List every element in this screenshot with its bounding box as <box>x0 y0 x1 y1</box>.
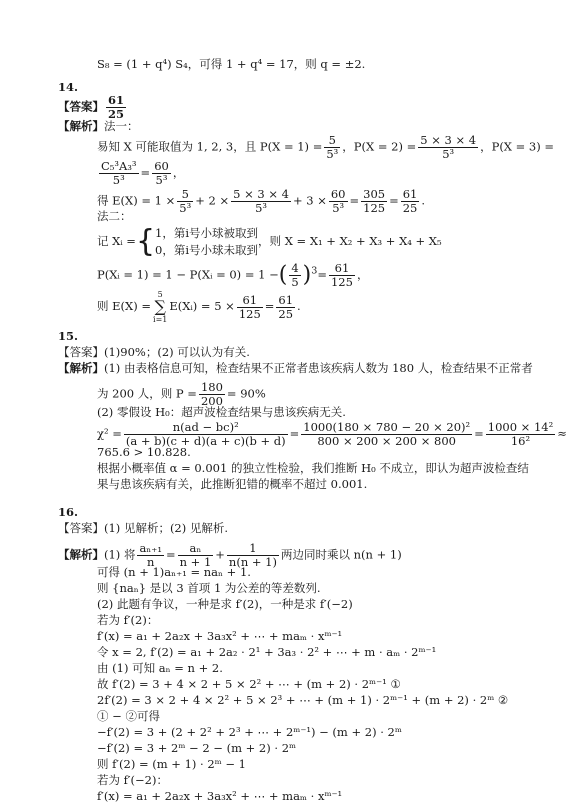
text-line: 令 x = 2, f′(2) = a₁ + 2a₂ · 2¹ + 3a₃ · 2² + ⋯ + m · aₘ · 2ᵐ⁻¹ <box>97 645 437 659</box>
text-line: 2f′(2) = 3 × 2 + 4 × 2² + 5 × 2³ + ⋯ + (m + 1) · 2ᵐ⁻¹ + (m + 2) · 2ᵐ ② <box>97 693 509 707</box>
text-line: P(Xᵢ = 1) = 1 − P(Xᵢ = 0) = 1 −( $\frac{4}{5}$ )$^3$= $\frac{61}{125}$ ， <box>97 261 369 289</box>
question-number-16: 16. <box>58 505 79 519</box>
text-line: 若为 f′(−2)： <box>97 773 168 787</box>
text-line: 可得 (n + 1)aₙ₊₁ = naₙ + 1. <box>97 565 251 579</box>
text-line: f′(x) = a₁ + 2a₂x + 3a₃x² + ⋯ + maₘ · xᵐ⁻¹ <box>97 629 343 643</box>
text-line: 记 Xᵢ ={1，第i号小球被取到 0，第i号小球未取到，则 X = X₁ + X₂ + X₃ + X₄ + X₅ <box>97 224 442 259</box>
method-label: 法一： <box>104 119 139 133</box>
text-line: −f′(2) = 3 + 2ᵐ − 2 − (m + 2) · 2ᵐ <box>97 741 297 755</box>
explanation-16: 【解析】(1) 将 $\frac{\text{aₙ₊₁}}{n}$ = $\frac{\text{aₙ}}{n + 1}$ + $\frac{1}{n(n + 1)}$ 两边同时乘以 n(n + 1) <box>58 541 402 569</box>
text-line: 765.6 > 10.828. <box>97 445 191 459</box>
answer-16: 【答案】(1) 见解析；(2) 见解析. <box>58 521 229 535</box>
text-line: (2) 此题有争议，一种是求 f′(2)，一种是求 f′(−2) <box>97 597 353 611</box>
fraction: $\frac{61}{25}$ <box>108 93 125 121</box>
text-line: 则 {naₙ} 是以 3 首项 1 为公差的等差数列. <box>97 581 321 595</box>
text-line: 由 (1) 可知 aₙ = n + 2. <box>97 661 223 675</box>
explanation-tag: 【解析】 <box>58 119 104 133</box>
text-line: f′(x) = a₁ + 2a₂x + 3a₃x² + ⋯ + maₘ · xᵐ⁻¹ <box>97 789 343 803</box>
question-number-14: 14. <box>58 80 79 94</box>
text-line: 故 f′(2) = 3 + 4 × 2 + 5 × 2² + ⋯ + (m + 2) · 2ᵐ⁻¹ ① <box>97 677 401 691</box>
answer-tag: 【答案】 <box>58 99 104 114</box>
method-label: 法二： <box>97 209 132 223</box>
explanation-tag: 【解析】 <box>58 361 104 375</box>
text-line: −f′(2) = 3 + (2 + 2² + 2³ + ⋯ + 2ᵐ⁻¹) − (m + 2) · 2ᵐ <box>97 725 402 739</box>
text-line: 易知 X 可能取值为 1, 2, 3，且 P(X = 1) = $\frac{5}{\text{5³}}$ ，P(X = 2) = $\frac{5 \times 3 \times 4}{\text{5³}}$ ，P(X = 3) = <box>97 133 555 161</box>
text-line: $\frac{\text{C₅³A₃³}}{\text{5³}}$ = $\frac{60}{\text{5³}}$ ， <box>101 159 185 187</box>
text-line: 根据小概率值 α = 0.001 的独立性检验，我们推断 H₀ 不成立，即认为超声波检查结 <box>97 461 529 475</box>
text-line: 则 f′(2) = (m + 1) · 2ᵐ − 1 <box>97 757 247 771</box>
text-line: 为 200 人，则 P = $\frac{180}{200}$ = 90% <box>97 380 266 408</box>
text-line: 果与患该疾病有关，此推断犯错的概率不超过 0.001. <box>97 477 368 491</box>
question-number-15: 15. <box>58 329 79 343</box>
explanation-15: 【解析】(1) 由表格信息可知，检查结果不正常者患该疾病人数为 180 人，检查结果不正常者 <box>58 361 533 375</box>
text-line: 若为 f′(2)： <box>97 613 159 627</box>
answer-15: 【答案】(1)90%；(2) 可以认为有关. <box>58 345 250 359</box>
text-line: χ² = $\frac{\text{n(ad − bc)²}}{(a + b)(c + d)(a + c)(b + d)}$ = $\frac{\text{1000(180 × 780 − 20 × 20)²}}{800 \times 200 \times 200 \times 800}$ = $\frac{\text{1000 × 14²}}{\text{16²}}$ ≈ <box>97 420 567 448</box>
text-line: ① − ②可得 <box>97 709 160 723</box>
text-line: 则 E(X) = 5 ∑ i=1 E(Xᵢ) = 5 × $\frac{61}{125}$ = $\frac{61}{25}$ . <box>97 290 301 324</box>
text-line: (2) 零假设 H₀：超声波检查结果与患该疾病无关. <box>97 405 346 419</box>
text-line: 得 E(X) = 1 × $\frac{5}{\text{5³}}$ + 2 × $\frac{5 \times 3 \times 4}{\text{5³}}$ + 3 × $\frac{60}{\text{5³}}$ = $\frac{305}{125}$ = $\frac{61}{25}$ . <box>97 187 426 215</box>
answer-14 <box>58 94 128 121</box>
text-line: S₈ = (1 + q⁴) S₄，可得 1 + q⁴ = 17，则 q = ±2. <box>97 57 366 71</box>
explanation-tag: 【解析】 <box>58 547 104 562</box>
explanation-14 <box>58 118 139 134</box>
